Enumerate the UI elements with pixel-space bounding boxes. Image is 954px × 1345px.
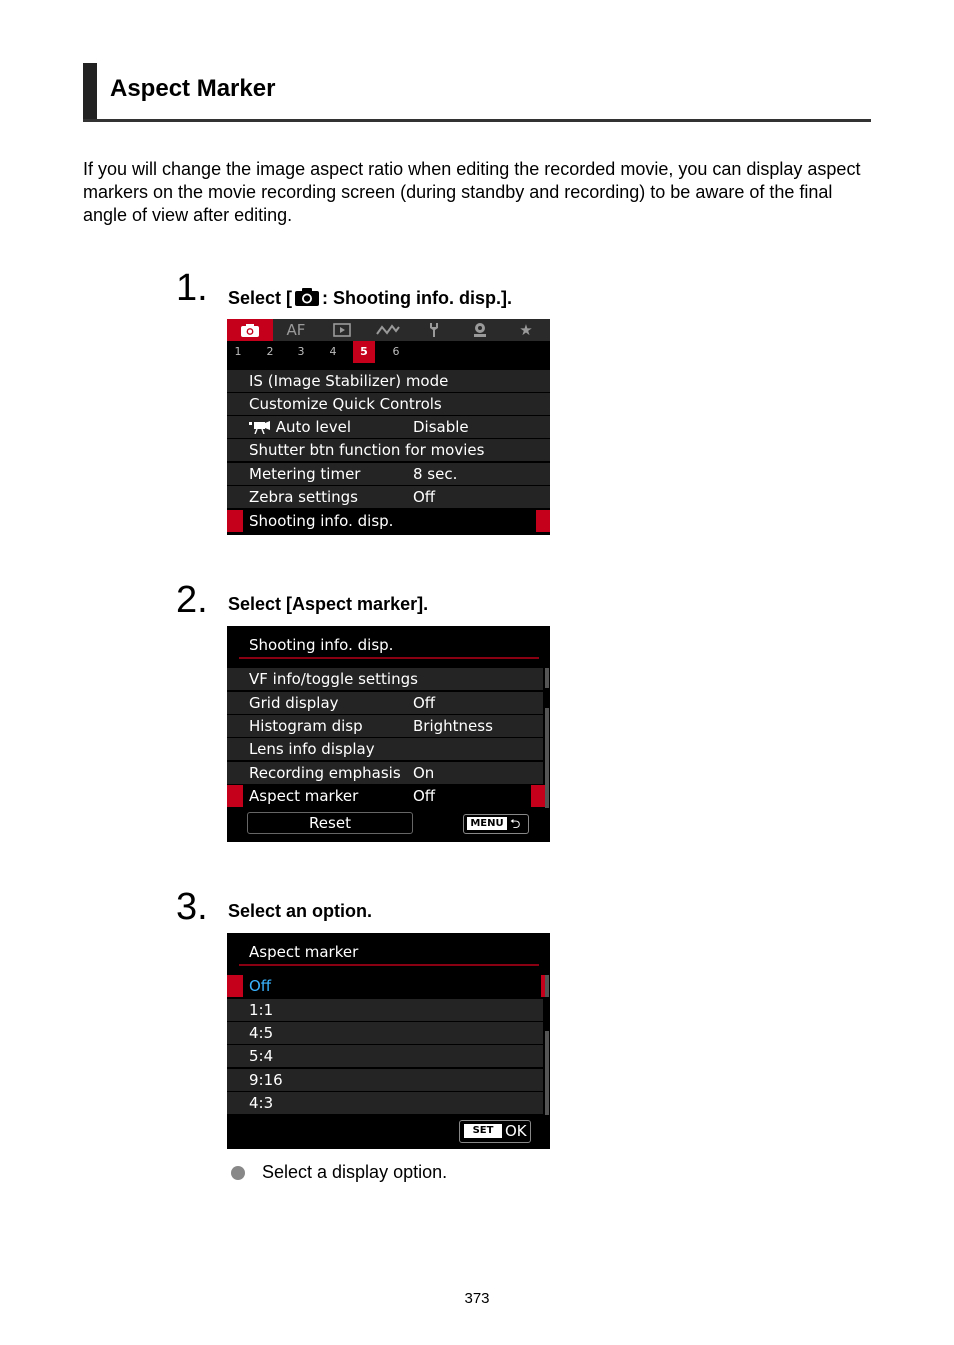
menu-row[interactable]: Grid display Off bbox=[227, 692, 543, 714]
page-6[interactable]: 6 bbox=[392, 345, 400, 358]
ok-label: OK bbox=[505, 1122, 527, 1140]
step-3-text: Select an option. bbox=[228, 901, 373, 921]
camera-icon bbox=[294, 287, 320, 307]
menu-tab-bar bbox=[227, 319, 550, 341]
page-3[interactable]: 3 bbox=[297, 345, 305, 358]
tab-my-menu[interactable] bbox=[503, 319, 549, 341]
menu-row[interactable]: Recording emphasis On bbox=[227, 762, 543, 784]
step-3-number: 3. bbox=[176, 886, 208, 928]
page-5[interactable]: 5 bbox=[353, 341, 375, 363]
page-4[interactable]: 4 bbox=[329, 345, 337, 358]
option-row[interactable]: 9:16 bbox=[227, 1069, 543, 1091]
af-label: AF bbox=[286, 321, 306, 339]
tab-af[interactable] bbox=[273, 319, 319, 341]
scroll-thumb[interactable] bbox=[545, 688, 549, 708]
camera-menu-screen-2 bbox=[227, 626, 550, 842]
section-heading bbox=[83, 63, 871, 122]
menu-return-button[interactable] bbox=[463, 814, 529, 834]
return-icon: ⮌ bbox=[510, 817, 521, 832]
option-row[interactable]: 4:5 bbox=[227, 1022, 543, 1044]
page-title: Aspect Marker bbox=[110, 75, 276, 102]
playback-icon bbox=[333, 323, 351, 337]
step-2-text: Select [Aspect marker]. bbox=[228, 594, 429, 614]
menu-page-numbers bbox=[227, 341, 550, 363]
movie-icon bbox=[249, 420, 271, 434]
menu-row[interactable]: Zebra settings Off bbox=[227, 486, 550, 508]
selection-highlight bbox=[243, 975, 541, 997]
camera-menu-screen-1 bbox=[227, 319, 550, 535]
page-number: 373 bbox=[464, 1290, 490, 1307]
camera-icon bbox=[240, 323, 260, 338]
tab-setup[interactable] bbox=[411, 319, 457, 341]
scrollbar[interactable] bbox=[545, 975, 549, 1115]
step-1-text: Select [ : Shooting info. disp.]. bbox=[228, 288, 512, 308]
menu-row[interactable]: IS (Image Stabilizer) mode bbox=[227, 370, 550, 392]
screen-title: Aspect marker bbox=[249, 943, 359, 961]
option-row[interactable]: 1:1 bbox=[227, 999, 543, 1021]
menu-row[interactable]: Shutter btn function for movies bbox=[227, 439, 550, 461]
menu-row[interactable]: Histogram disp Brightness bbox=[227, 715, 543, 737]
page-1[interactable]: 1 bbox=[234, 345, 242, 358]
step-2-number: 2. bbox=[176, 579, 208, 621]
page-2[interactable]: 2 bbox=[266, 345, 274, 358]
note-text: Select a display option. bbox=[262, 1162, 448, 1182]
bullet-icon bbox=[231, 1166, 245, 1180]
menu-badge: MENU bbox=[467, 817, 507, 830]
set-badge: SET bbox=[464, 1124, 502, 1138]
camera-menu-screen-3 bbox=[227, 933, 550, 1149]
tab-custom-functions[interactable] bbox=[457, 319, 503, 341]
tab-wireless[interactable] bbox=[365, 319, 411, 341]
menu-row-selected[interactable]: Aspect marker Off bbox=[227, 785, 545, 807]
wrench-icon bbox=[427, 322, 441, 338]
menu-row[interactable]: Metering timer 8 sec. bbox=[227, 463, 550, 485]
title-underline bbox=[239, 964, 539, 966]
set-ok-button[interactable] bbox=[459, 1120, 531, 1143]
option-row[interactable]: 4:3 bbox=[227, 1092, 543, 1114]
menu-row[interactable]: VF info/toggle settings bbox=[227, 668, 543, 690]
menu-row[interactable]: Auto level Disable bbox=[227, 416, 550, 438]
custom-icon bbox=[472, 322, 488, 338]
step-1-number: 1. bbox=[176, 267, 208, 309]
screen-title: Shooting info. disp. bbox=[249, 636, 394, 654]
title-underline bbox=[239, 657, 539, 659]
heading-bar bbox=[83, 63, 97, 119]
reset-button[interactable]: Reset bbox=[247, 812, 413, 834]
menu-row[interactable]: Customize Quick Controls bbox=[227, 393, 550, 415]
menu-row-selected[interactable]: Shooting info. disp. bbox=[227, 510, 550, 532]
option-row-selected[interactable]: Off bbox=[227, 975, 545, 997]
option-row[interactable]: 5:4 bbox=[227, 1045, 543, 1067]
tab-shooting[interactable] bbox=[227, 319, 273, 341]
tab-playback[interactable] bbox=[319, 319, 365, 341]
menu-row[interactable]: Lens info display bbox=[227, 738, 543, 760]
intro-paragraph: If you will change the image aspect ratio when editing the recorded movie, you can display aspect markers on the movie recording screen (during standby and recording) to be aware of the final angle of view after editing. bbox=[83, 159, 861, 225]
scroll-thumb[interactable] bbox=[545, 997, 549, 1031]
wireless-icon bbox=[376, 324, 400, 336]
star-icon: ★ bbox=[519, 321, 533, 339]
